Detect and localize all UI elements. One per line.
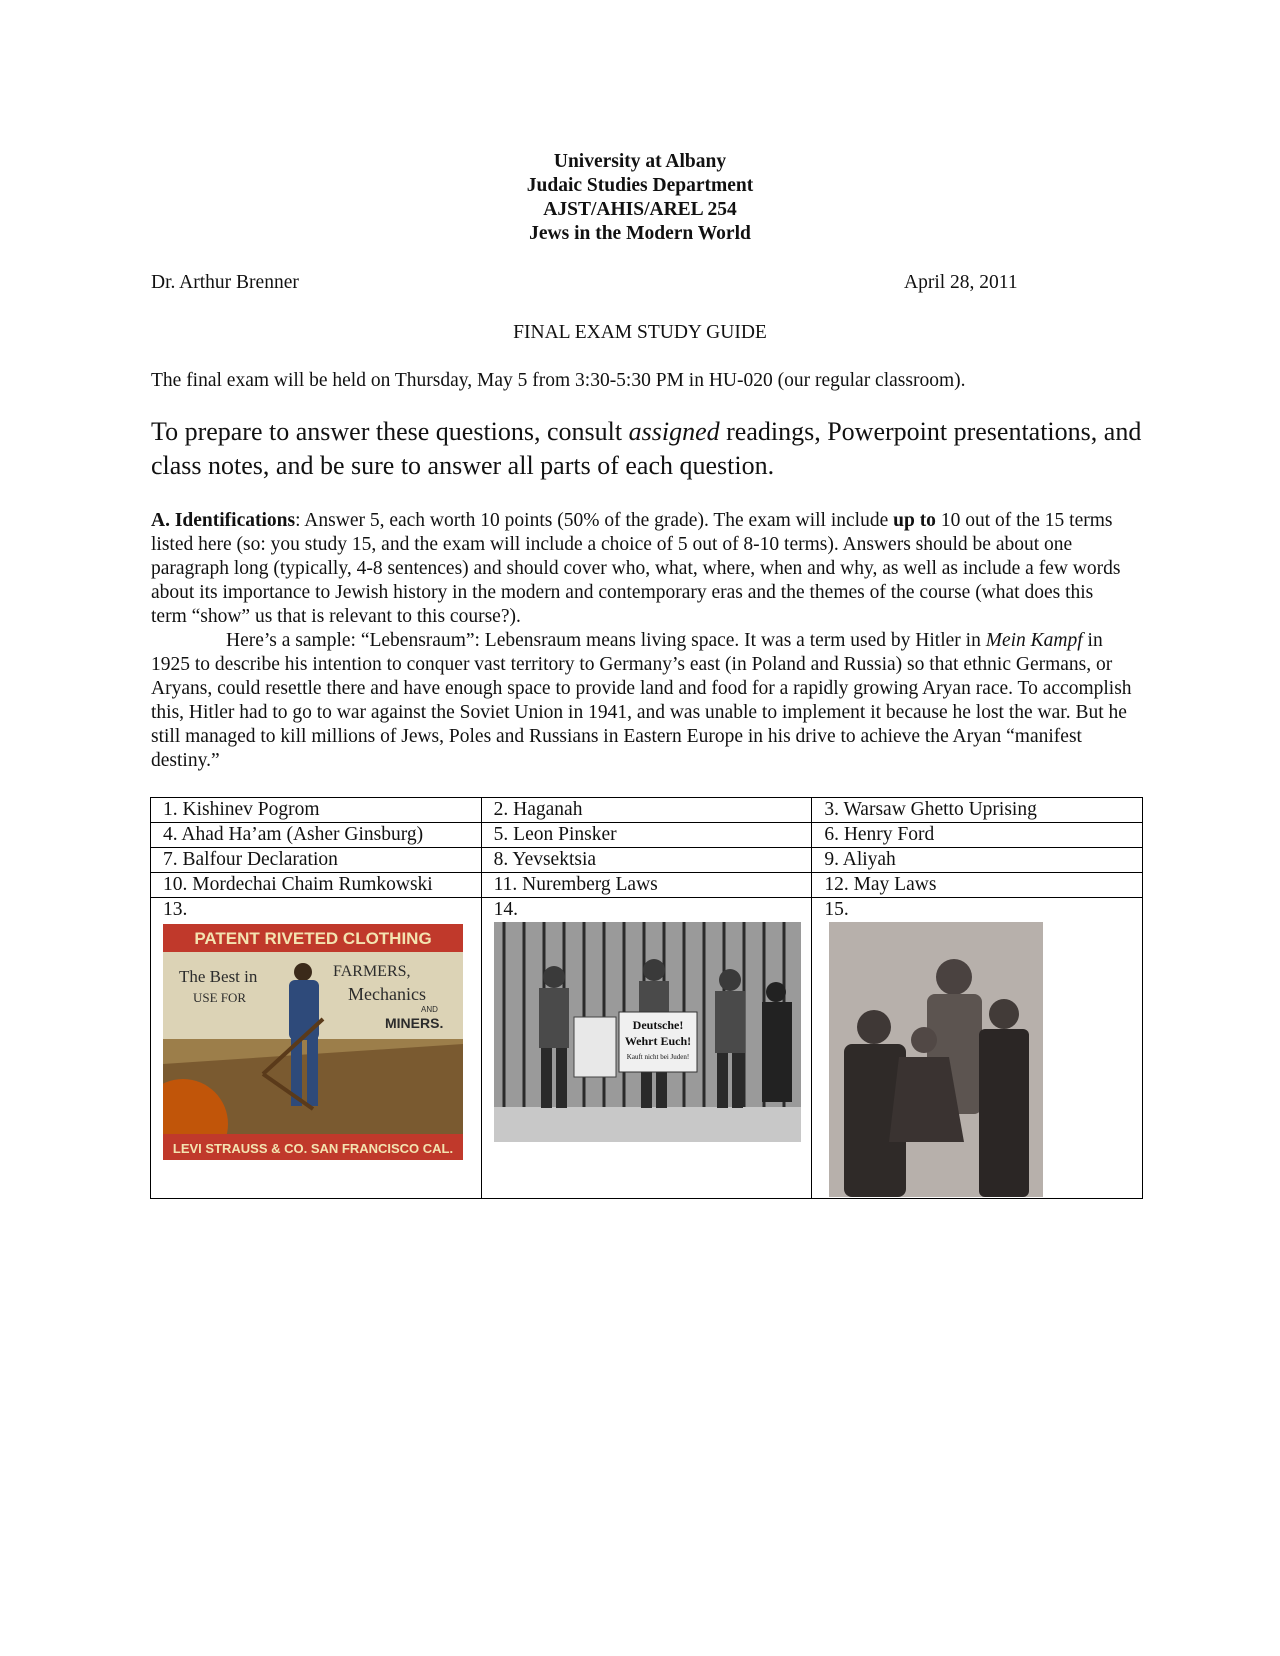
sign-line-2: Wehrt Euch! — [624, 1034, 691, 1048]
preparation-instructions — [151, 415, 1151, 483]
course-code: AJST/AHIS/AREL 254 — [543, 199, 737, 220]
table-row — [151, 848, 1143, 873]
sample-paragraph — [151, 629, 1133, 773]
identifications-paragraph — [151, 509, 1133, 629]
term-cell: 9. Aliyah — [812, 848, 1143, 873]
term-cell: 10. Mordechai Chaim Rumkowski — [151, 873, 482, 898]
term-number: 15. — [824, 899, 849, 920]
sample-text-2: in 1925 to describe his intention to conquer vast territory to Germany’s east (in Poland and Russia) so that ethnic Germans, or Aryans, could resettle there and have enough space to provide land and food for a rapidly growing Aryan race. To accomplish this, Hitler had to go to war against the Soviet Union in 1941, and was unable to implement it because he lost the war. But he still managed to kill millions of Jews, Poles and Russians in Eastern Europe in his drive to achieve the Aryan “manifest destiny.” — [151, 630, 1132, 771]
author-name: Dr. Arthur Brenner — [151, 272, 299, 293]
sign-line-1: Deutsche! — [632, 1018, 683, 1032]
prep-italic: assigned — [628, 417, 720, 446]
identifications-text-1: : Answer 5, each worth 10 points (50% of the grade). The exam will include — [295, 510, 894, 531]
ad-banner-text: PATENT RIVETED CLOTHING — [194, 929, 432, 948]
identifications-text-2: 10 out of the 15 terms listed here (so: you study 15, and the exam will include a choice of 5 out of 8-10 terms). Answers should be about one paragraph long (typically, 4-8 sentences) and should cover who, what, where, when and why, as well as include a few words about its importance to Jewish history in the modern and contemporary eras and the themes of the course (what does this term “show” us that is relevant to this course?). — [151, 510, 1121, 627]
sample-italic: Mein Kampf — [985, 630, 1083, 651]
term-cell: 12. May Laws — [812, 873, 1143, 898]
ad-text-farmers: FARMERS, — [333, 963, 411, 980]
terms-table — [150, 797, 1143, 1199]
term-cell: 3. Warsaw Ghetto Uprising — [812, 798, 1143, 823]
guide-title: FINAL EXAM STUDY GUIDE — [513, 322, 767, 343]
levi-strauss-advertisement-image — [163, 924, 463, 1160]
term-cell: 4. Ahad Ha’am (Asher Ginsburg) — [151, 823, 482, 848]
image-term-cell-15 — [812, 898, 1143, 1199]
prep-text-2: readings, Powerpoint presentations, and class notes, and be sure to answer all parts of each question. — [151, 417, 1142, 480]
ad-text-mechanics: Mechanics — [348, 984, 426, 1004]
ad-text-use-for: USE FOR — [193, 990, 247, 1005]
department-name: Judaic Studies Department — [526, 175, 754, 196]
image-terms-row — [151, 898, 1143, 1199]
term-cell: 8. Yevsektsia — [481, 848, 812, 873]
term-cell: 1. Kishinev Pogrom — [151, 798, 482, 823]
sign-line-3: Kauft nicht bei Juden! — [626, 1053, 689, 1061]
ad-text-best: The Best in — [179, 967, 258, 986]
family-portrait-image — [829, 922, 1043, 1197]
prep-text-1: To prepare to answer these questions, consult — [151, 417, 629, 446]
term-cell: 2. Haganah — [481, 798, 812, 823]
document-date: April 28, 2011 — [904, 272, 1018, 293]
exam-info: The final exam will be held on Thursday, May 5 from 3:30-5:30 PM in HU-020 (our regular classroom). — [151, 370, 966, 391]
identifications-bold: up to — [893, 510, 936, 531]
table-row — [151, 798, 1143, 823]
term-number: 14. — [493, 899, 519, 920]
image-term-14 — [493, 898, 812, 1061]
boycott-photograph-image — [494, 922, 801, 1142]
image-term-13 — [163, 898, 481, 1156]
image-term-cell-13 — [151, 898, 482, 1199]
table-row — [151, 823, 1143, 848]
ad-text-miners: MINERS. — [385, 1015, 444, 1031]
term-cell: 11. Nuremberg Laws — [481, 873, 812, 898]
course-title: Jews in the Modern World — [529, 223, 751, 244]
ad-text-and: AND — [421, 1005, 438, 1014]
term-number: 13. — [163, 899, 188, 920]
ad-footer-text: LEVI STRAUSS & CO. SAN FRANCISCO CAL. — [172, 1141, 454, 1156]
table-row — [151, 873, 1143, 898]
term-cell: 6. Henry Ford — [812, 823, 1143, 848]
image-term-cell-14 — [481, 898, 812, 1199]
sample-text-1: Here’s a sample: “Lebensraum”: Lebensraum means living space. It was a term used by Hitler in — [226, 630, 986, 651]
term-cell: 5. Leon Pinsker — [481, 823, 812, 848]
identifications-label: A. Identifications — [151, 510, 296, 531]
term-cell: 7. Balfour Declaration — [151, 848, 482, 873]
image-term-15 — [824, 898, 1142, 922]
document-header — [0, 150, 1280, 246]
university-name: University at Albany — [553, 151, 727, 172]
